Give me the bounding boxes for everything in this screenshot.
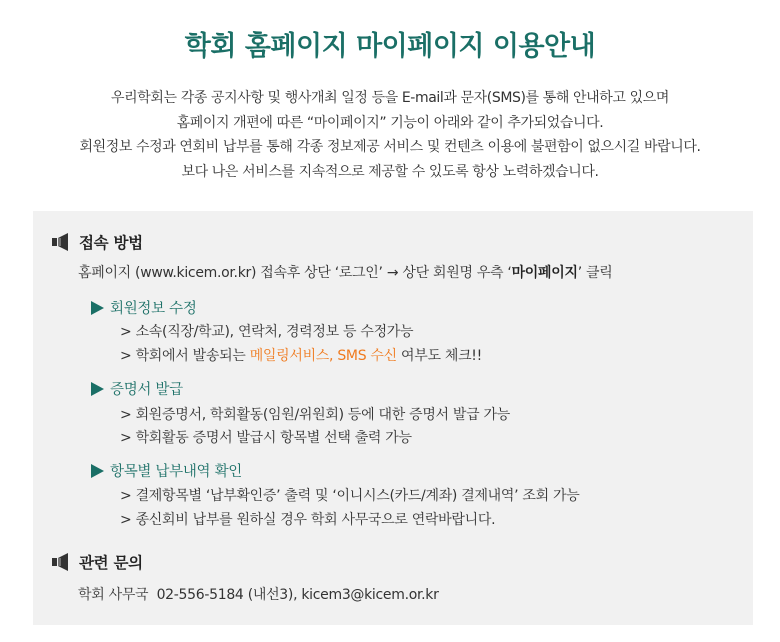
triangle-right-icon <box>91 464 104 478</box>
section-contact-title: 관련 문의 <box>79 554 143 572</box>
triangle-right-icon <box>91 382 104 396</box>
list-item <box>120 345 482 365</box>
access-instruction-post: ’ 클릭 <box>577 265 613 281</box>
subsection-payment-history <box>91 460 242 481</box>
list-item: > 소속(직장/학교), 연락처, 경력정보 등 수정가능 <box>120 324 414 340</box>
list-item-post: 여부도 체크!! <box>396 348 482 364</box>
triangle-right-icon <box>91 301 104 315</box>
subsection-title: 회원정보 수정 <box>110 301 197 317</box>
subsection-title: 항목별 납부내역 확인 <box>110 464 242 480</box>
highlight-text: 메일링서비스, SMS 수신 <box>249 348 397 364</box>
subsection-certificate <box>91 378 183 399</box>
section-contact-header <box>51 551 143 573</box>
info-panel <box>33 211 753 625</box>
page-title: 학회 홈페이지 마이페이지 이용안내 <box>184 31 596 62</box>
access-instruction-pre: 홈페이지 (www.kicem.or.kr) 접속후 상단 ‘로그인’ → 상단 회원명 우측 ‘ <box>78 265 512 281</box>
list-item: > 종신회비 납부를 원하실 경우 학회 사무국으로 연락바랍니다. <box>120 512 496 528</box>
section-access-title: 접속 방법 <box>79 234 143 252</box>
list-item: > 학회활동 증명서 발급시 항목별 선택 출력 가능 <box>120 430 412 446</box>
intro-line: 홈페이지 개편에 따른 “마이페이지” 기능이 아래와 같이 추가되었습니다. <box>176 114 604 131</box>
list-item: > 결제항목별 ‘납부확인증’ 출력 및 ‘이니시스(카드/계좌) 결제내역’ 조회 가능 <box>120 488 580 504</box>
speaker-icon <box>51 552 71 572</box>
intro-line: 우리학회는 각종 공지사항 및 행사개최 일정 등을 E-mail과 문자(SMS)를 통해 안내하고 있으며 <box>111 90 669 106</box>
intro-line: 회원정보 수정과 연회비 납부를 통해 각종 정보제공 서비스 및 컨텐츠 이용에 불편함이 없으시길 바랍니다. <box>79 139 701 155</box>
speaker-icon <box>51 232 71 252</box>
section-access-header <box>51 231 143 253</box>
mypage-label: 마이페이지 <box>511 265 578 281</box>
subsection-title: 증명서 발급 <box>110 382 183 398</box>
intro-line: 보다 나은 서비스를 지속적으로 제공할 수 있도록 항상 노력하겠습니다. <box>181 163 599 180</box>
contact-info: 학회 사무국 02-556-5184 (내선3), kicem3@kicem.or.kr <box>78 587 439 603</box>
list-item: > 회원증명서, 학회활동(임원/위원회) 등에 대한 증명서 발급 가능 <box>120 407 510 423</box>
access-instruction <box>78 262 612 282</box>
subsection-member-info <box>91 297 197 318</box>
intro-paragraph <box>0 86 780 184</box>
list-item-pre: > 학회에서 발송되는 <box>120 348 250 364</box>
